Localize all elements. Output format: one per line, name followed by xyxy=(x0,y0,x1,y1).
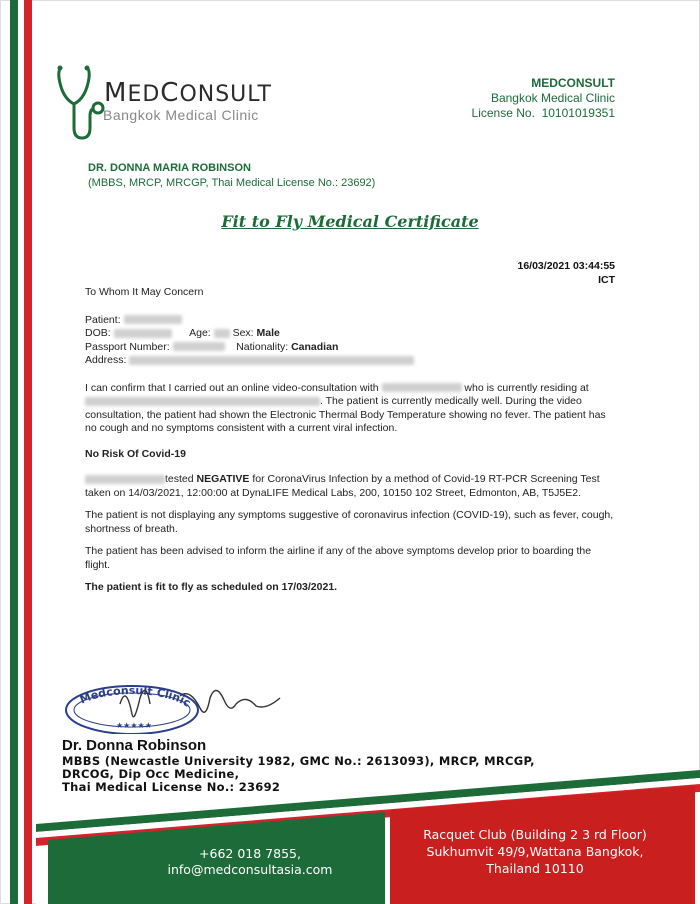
footer-phone: +662 018 7855, xyxy=(199,846,301,861)
footer-address-line-2: Sukhumvit 49/9,Wattana Bangkok, xyxy=(426,844,644,859)
logo-title: MEDCONSULT xyxy=(104,78,272,108)
issue-date: 16/03/2021 03:44:55 xyxy=(517,260,615,272)
stamp-text: Medconsult Clinic xyxy=(77,684,193,710)
clinic-header xyxy=(472,76,615,121)
clinic-name: MEDCONSULT xyxy=(531,76,615,90)
footer-address xyxy=(395,826,675,877)
redacted-address xyxy=(129,356,414,365)
issue-timezone: ICT xyxy=(598,274,615,286)
certificate-title: Fit to Fly Medical Certificate xyxy=(221,212,479,231)
redacted-name-3 xyxy=(85,475,165,484)
footer-contact xyxy=(130,846,370,878)
quals-line-1: MBBS (Newcastle University 1982, GMC No.: 2613093), MRCP, MRCGP, xyxy=(62,754,535,768)
clinic-subname: Bangkok Medical Clinic xyxy=(490,91,615,105)
passport-row: Passport Number: Nationality: Canadian xyxy=(85,340,339,353)
quals-line-3: Thai Medical License No.: 23692 xyxy=(62,780,281,794)
redacted-dob xyxy=(114,329,172,338)
patient-details xyxy=(85,314,615,368)
paragraph-fit-to-fly: The patient is fit to fly as scheduled on 17/03/2021. xyxy=(85,581,338,593)
svg-text:★★★★★: ★★★★★ xyxy=(116,721,152,730)
salutation: To Whom It May Concern xyxy=(85,286,204,298)
patient-row: Patient: xyxy=(85,314,615,328)
issue-datetime xyxy=(518,259,616,287)
redacted-residence xyxy=(85,397,320,406)
heading-no-risk: No Risk Of Covid-19 xyxy=(85,447,186,460)
dob-row: DOB: Age: Sex: Male xyxy=(85,327,280,339)
clinic-license: License No. 10101019351 xyxy=(471,106,615,120)
footer-email: info@medconsultasia.com xyxy=(167,862,333,877)
redacted-name xyxy=(124,315,182,324)
paragraph-test-result: tested NEGATIVE for CoronaVirus Infection by a method of Covid-19 RT-PCR Screening Test taken on 14/03/2021, 12:00:00 at DynaLIFE Medical Labs, 200, 10150 102 Street, Edmonton, AB, T5J5E2. xyxy=(85,473,600,499)
quals-line-2: DRCOG, Dip Occ Medicine, xyxy=(62,767,240,781)
signatory-name: Dr. Donna Robinson xyxy=(62,737,207,754)
redacted-age xyxy=(214,329,230,338)
red-stripe xyxy=(24,0,32,904)
doctor-block xyxy=(88,161,375,191)
footer-address-line-1: Racquet Club (Building 2 3 rd Floor) xyxy=(423,827,647,842)
logo-subtitle: Bangkok Medical Clinic xyxy=(103,107,259,123)
redacted-passport xyxy=(173,342,225,351)
footer-address-line-3: Thailand 10110 xyxy=(486,861,584,876)
paragraph-consultation: I can confirm that I carried out an online video-consultation with who is currently residing at . The patient is currently medically well. During the video consultation, the patient had shown the Electronic Thermal Body Temperature showing no fever. The patient has no cough and no symptoms consistent with a current viral infection. xyxy=(85,381,606,434)
address-row: Address: xyxy=(85,354,615,368)
certificate-body xyxy=(85,286,615,604)
doctor-name: DR. DONNA MARIA ROBINSON xyxy=(88,162,251,174)
green-stripe xyxy=(10,0,18,904)
paragraph-symptoms: The patient is not displaying any symptoms suggestive of coronavirus infection (COVID-19), such as fever, cough, shortness of breath. xyxy=(85,509,614,535)
redacted-name-2 xyxy=(382,383,462,392)
paragraph-advice: The patient has been advised to inform the airline if any of the above symptoms develop prior to boarding the flight. xyxy=(85,545,592,571)
stamp-signature xyxy=(60,674,320,734)
doctor-qualifications: (MBBS, MRCP, MRCGP, Thai Medical License No.: 23692) xyxy=(88,177,376,189)
